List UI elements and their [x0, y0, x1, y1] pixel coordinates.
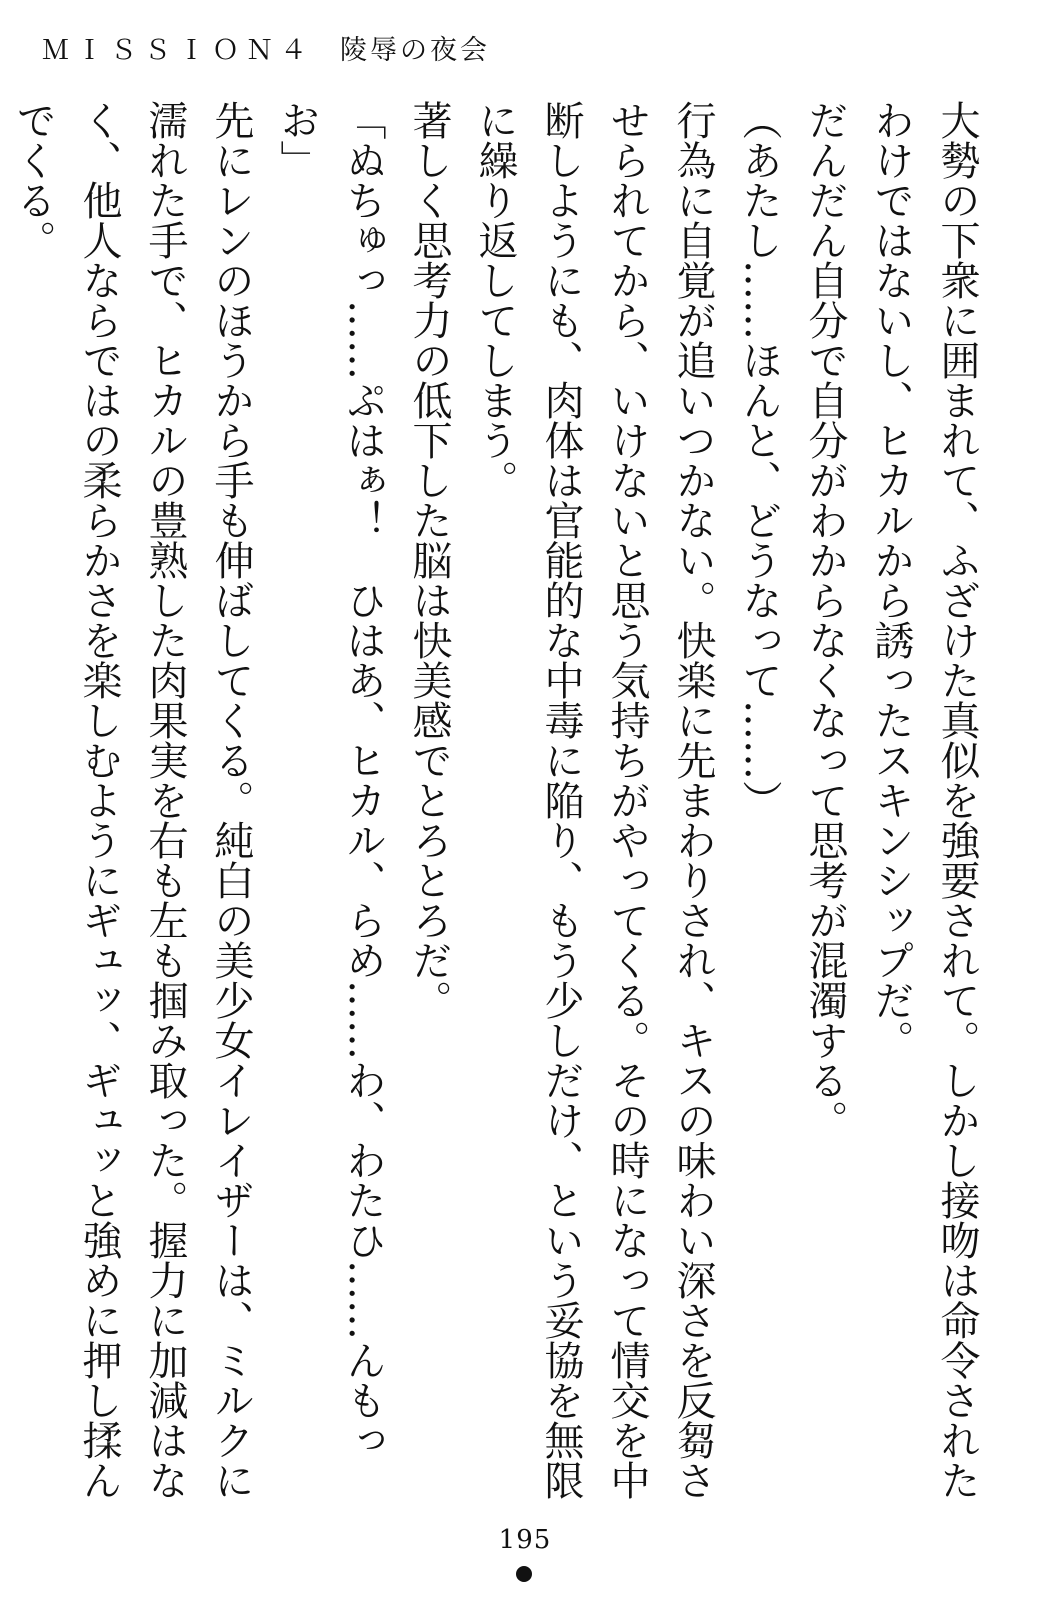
page-dot-ornament — [516, 1566, 532, 1582]
paragraph: だんだん自分で自分がわからなくなって思考が混濁する。 — [802, 100, 848, 1140]
page-number: 195 — [498, 1525, 552, 1555]
paragraph: 著しく思考力の低下した脳は快美感でとろとろだ。 — [406, 100, 452, 1020]
paragraph: 大勢の下衆に囲まれて、ふざけた真似を強要されて。しかし接吻は命令されたわけではないし、ヒカルから誘ったスキンシップだ。 — [868, 100, 980, 1500]
vertical-body-text — [10, 100, 990, 1510]
running-header — [42, 28, 490, 67]
chapter-label: ＭＩＳＳＩＯＮ４ — [42, 35, 314, 66]
paragraph: 行為に自覚が追いつかない。快楽に先まわりされ、キスの味わい深さを反芻させられてから、いけないと思う気持ちがやってくる。その時になって情交を中断しようにも、肉体は官能的な中毒に陥り、もう少しだけ、という妥協を無限に繰り返してしまう。 — [472, 100, 716, 1500]
chapter-title: 陵辱の夜会 — [340, 35, 490, 66]
paragraph: （あたし……ほんと、どうなって……） — [736, 100, 782, 820]
paragraph: 先にレンのほうから手も伸ばしてくる。純白の美少女イレイザーは、ミルクに濡れた手で、ヒカルの豊熟した肉果実を右も左も掴み取った。握力に加減はなく、他人ならではの柔らかさを楽しむようにギュッ、ギュッと強めに押し揉んでくる。 — [10, 100, 254, 1500]
paragraph: 「ぬちゅっ……ぷはぁ！ ひはあ、ヒカル、らめ……わ、わたひ……んもっお」 — [274, 100, 386, 1460]
